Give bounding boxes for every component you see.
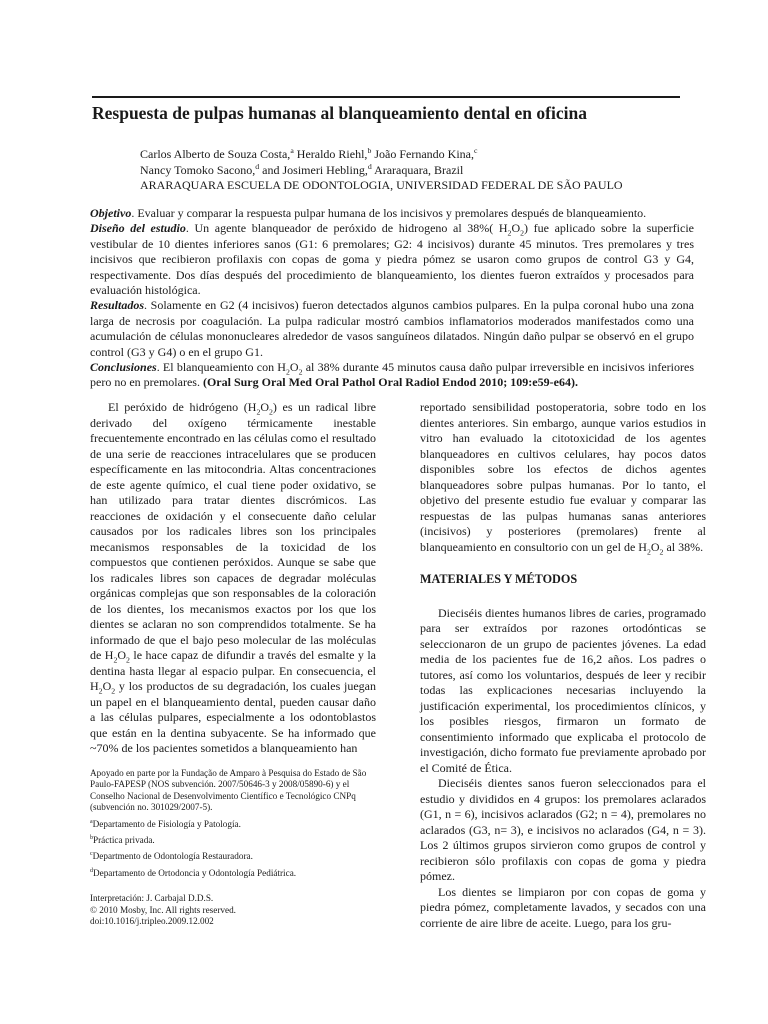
body-text: al 38%. (663, 539, 704, 554)
chem-subscript: 2 (646, 546, 651, 556)
author-superscript: d (367, 161, 372, 171)
author-name: and Josimeri Hebling, (259, 162, 368, 177)
footnotes (90, 768, 376, 927)
abstract-label: Diseño del estudio (90, 221, 186, 236)
abstract-diseno (90, 221, 694, 298)
body-column-left (90, 400, 376, 757)
author-name: Nancy Tomoko Sacono, (140, 162, 256, 177)
journal-citation: (Oral Surg Oral Med Oral Pathol Oral Radiol Endod 2010; 109:e59-e64). (202, 375, 578, 390)
chem-symbol: O (117, 648, 127, 662)
footnote-marker: b (90, 834, 93, 841)
abstract-objetivo (90, 206, 694, 221)
chem-subscript: 2 (113, 655, 118, 665)
author-name: Heraldo Riehl, (293, 147, 368, 161)
body-paragraph: Dieciséis dientes sanos fueron seleccionados para el estudio y divididos en 4 grupos: los premolares aclarados (G1, n = 6), incisivos aclarados (G2; n = 4), premolares no aclarados (G3, n= 3), e incisivos no aclarados (G4, n = 3). Los 2 últimos grupos sirvieron como grupos de control y recibieron sólo profilaxis con copas de goma y piedra pómez. (420, 776, 706, 883)
author-block (140, 147, 720, 194)
footnote-b (90, 835, 376, 846)
abstract-text: ) fue aplicado sobre la superficie vestibular de 10 dientes inferiores sanos (G1: 6 premolares; G2: 4 incisivos) durante 45 minutos. Tres premolares y tres incisivos que recibieron profilaxis con copas de goma y piedra pómez se usaron como grupos de control G3 y G4, respectivamente. Dos días después del procedimiento de blanqueamiento, los dientes fueron extraídos y procesados para evaluación histológica. (90, 221, 694, 298)
abstract-label: Conclusiones (90, 360, 157, 375)
author-superscript: c (474, 146, 478, 155)
chem-subscript: 2 (285, 367, 290, 377)
article-title: Respuesta de pulpas humanas al blanqueamiento dental en oficina (92, 103, 587, 123)
chem-symbol: O (650, 539, 660, 554)
body-text: El peróxido de hidrógeno (H (108, 400, 257, 414)
author-name: Carlos Alberto de Souza Costa, (140, 147, 291, 161)
abstract-resultados (90, 298, 694, 360)
author-line-2 (140, 163, 720, 179)
body-paragraph: Dieciséis dientes humanos libres de caries, programado para ser extraídos por razones ortodónticas se seleccionaron de un grupo de pacientes jóvenes. La edad media de los pacientes fue de 16,2 años. Los padres o tutores, así como los voluntarios, después de leer y recibir todas las explicaciones necesarias incluyendo la justificación experimental, los procedimientos clínicos, y los posibles riesgos, firmaron un formato de consentimiento informado que explicaba el protocolo de investigación, dicho formato fue previamente aprobado por el Comité de Ética. (420, 605, 706, 775)
section-heading: MATERIALES Y MÉTODOS (420, 572, 578, 586)
footnote-marker: a (90, 818, 93, 825)
author-line-1 (140, 147, 720, 163)
footnote-a (90, 819, 376, 830)
body-text: ) es un radical libre derivado del oxígeno térmicamente inestable frecuentemente encontrado en las células como el resultado de una serie de reacciones intracelulares que se producen específicamente en las mitocondria. Altas concentraciones de este agente químico, el cual tiene poder oxidativo, se han utilizado para tratar dientes discrómicos. Las reacciones de oxidación y el consecuente daño celular causados por los radicales libres son los principales mecanismos responsables de la toxicidad de los compuestos que contienen peróxidos. Aunque se sabe que los radicales libres son capaces de degradar moléculas orgánicas complejas que son responsables de la coloración de los dientes, los mecanismos exactos por los que los dientes se aclaran no son comprendidos totalmente. Se ha informado de que el bajo peso molecular de las moléculas de H (90, 400, 377, 662)
footnote-d (90, 868, 376, 879)
footnote-marker: d (90, 867, 93, 874)
author-superscript: d (255, 161, 260, 171)
doi-link[interactable]: doi:10.1016/j.tripleo.2009.12.002 (90, 916, 214, 927)
abstract-label: Resultados (90, 298, 145, 313)
footnote-text: Departamento de Ortodoncia y Odontología Pediátrica. (92, 867, 297, 878)
footnote-funding: Apoyado en parte por la Fundação de Amparo à Pesquisa do Estado de São Paulo-FAPESP (NOS subvención. 2007/50646-3 y 2008/05890-6) y el Conselho Nacional de Desenvolvimento Científico e Tecnológico CNPq (subvención no. 301029/2007-5). (90, 768, 367, 813)
body-paragraph (420, 400, 706, 555)
body-text: reportado sensibilidad postoperatoria, sobre todo en los dientes anteriores. Sin embargo, aunque varios estudios in vitro han evaluado la citotoxicidad de los agentes blanqueadores en cultivos celulares, hay pocos datos disponibles sobre los efectos de dichos agentes blanqueadores sobre pulpas humanas. Por lo tanto, el objetivo del presente estudio fue evaluar y comparar las respuestas de las pulpas humanas sanas anteriores (incisivos) y posteriores (premolares) frente al blanqueamiento en consultorio con un gel de H (420, 400, 706, 554)
chem-subscript: 2 (507, 228, 512, 238)
footnote-marker: c (90, 851, 93, 858)
author-name: João Fernando Kina, (371, 147, 474, 161)
chem-subscript: 2 (98, 686, 103, 696)
footnote-text: Departmento de Odontología Restauradora. (92, 851, 253, 862)
abstract (90, 206, 694, 391)
abstract-text: al 38% durante 45 minutos causa daño pulpar irreversible en incisivos inferiores pero no en premolares. (90, 360, 694, 390)
chem-symbol: O (260, 400, 270, 414)
body-paragraph: Los dientes se limpiaron por con copas de goma y piedra pómez, completamente lavados, y secados con una corriente de aire libre de aceite. Luego, para los gru- (420, 884, 706, 930)
body-paragraph (90, 400, 376, 757)
body-text: y los productos de su degradación, los cuales juegan un papel en el blanqueamiento dental, pueden causar daño a las células pulpares, especialmente a los odontoblastos que están en la dentina subyacente. Se ha informado que ~70% de los pacientes sometidos a blanqueamiento han (90, 679, 376, 755)
author-superscript: a (290, 146, 294, 155)
chem-symbol: O (511, 221, 521, 236)
footnote-text: Departamento de Fisiología y Patología. (92, 818, 241, 829)
chem-subscript: 2 (111, 686, 116, 696)
author-affiliation: ARARAQUARA ESCUELA DE ODONTOLOGIA, UNIVERSIDAD FEDERAL DE SÃO PAULO (140, 178, 623, 192)
abstract-text: . Evaluar y comparar la respuesta pulpar humana de los incisivos y premolares después de blanqueamiento. (131, 206, 647, 220)
author-location: Araraquara, Brazil (371, 162, 464, 177)
chem-subscript: 2 (298, 367, 303, 377)
footnote-c (90, 851, 376, 862)
abstract-text: . El blanqueamiento con H (156, 360, 286, 375)
abstract-label: Objetivo (90, 206, 132, 220)
body-column-right (420, 400, 706, 931)
chem-symbol: O (102, 679, 112, 693)
author-superscript: b (367, 146, 372, 155)
copyright-notice: © 2010 Mosby, Inc. All rights reserved. (90, 904, 236, 915)
abstract-text: . Solamente en G2 (4 incisivos) fueron detectados algunos cambios pulpares. En la pulpa coronal hubo una zona larga de necrosis por coagulación. La pulpa radicular mostró cambios inflamatorios moderados manifestados como una acumulación de células mononucleares alrededor de vasos sanguíneos dilatados. Ningún daño pulpar se observó en el grupo control (G3 y G4) o en el grupo G1. (90, 298, 694, 359)
chem-subscript: 2 (520, 228, 525, 238)
translator-credit: Interpretación: J. Carbajal D.D.S. (90, 893, 214, 904)
chem-subscript: 2 (659, 546, 664, 556)
footnote-text: Práctica privada. (92, 835, 155, 846)
chem-subscript: 2 (126, 655, 130, 665)
abstract-text: . Un agente blanqueador de peróxido de hidrogeno al 38%( H (185, 221, 508, 236)
chem-symbol: O (289, 360, 299, 375)
body-text: le hace capaz de difundir a través del esmalte y la dentina hasta llegar al espacio pulpar. En consecuencia, el H (90, 648, 376, 693)
chem-subscript: 2 (256, 407, 261, 417)
chem-subscript: 2 (269, 407, 273, 417)
abstract-conclusiones (90, 360, 694, 391)
top-rule (92, 96, 680, 98)
